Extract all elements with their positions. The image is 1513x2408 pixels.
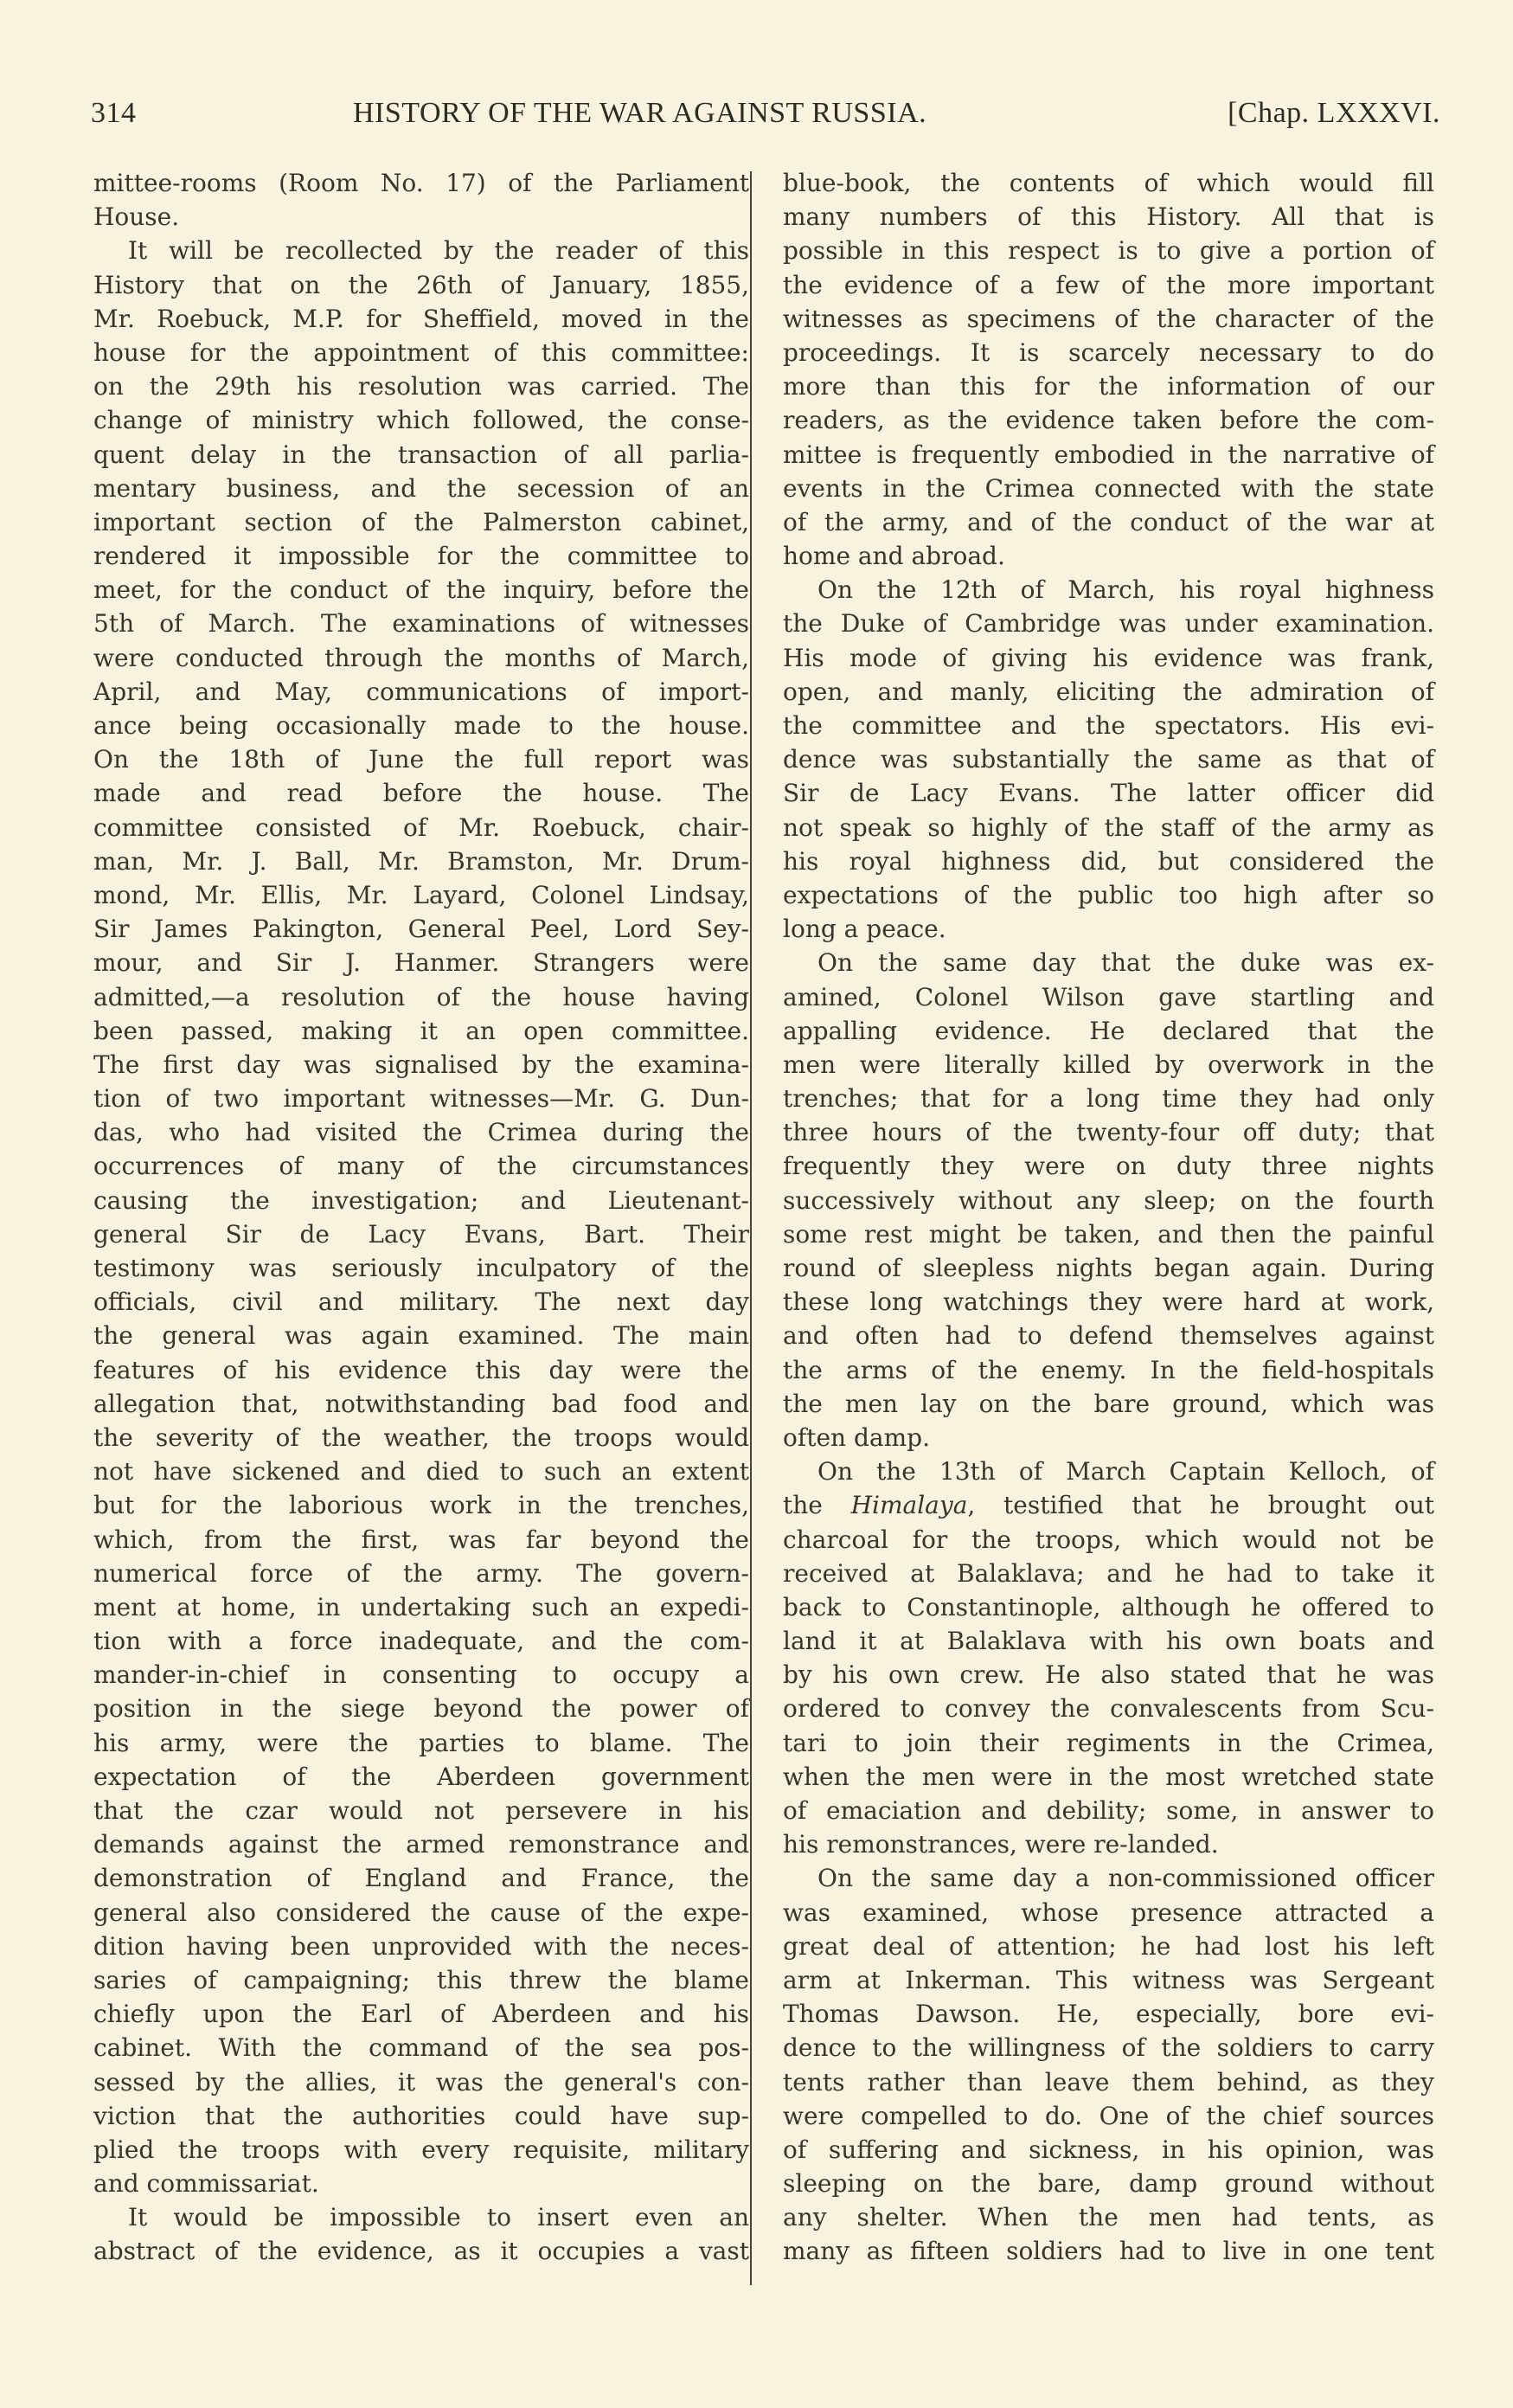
text-line: ance being occasionally made to the house. xyxy=(93,711,749,740)
text-line: the evidence of a few of the more important xyxy=(783,270,1434,299)
text-line: ment at home, in undertaking such an expedi- xyxy=(93,1592,749,1621)
text-line: mittee-rooms (Room No. 17) of the Parliament xyxy=(93,169,749,197)
text-line: long a peace. xyxy=(783,915,946,944)
text-line: when the men were in the most wretched state xyxy=(783,1762,1434,1791)
text-line: back to Constantinople, although he offered to xyxy=(783,1592,1434,1621)
text-line: allegation that, notwithstanding bad food and xyxy=(93,1389,749,1418)
text-line: the Himalaya, testified that he brought out xyxy=(783,1491,1434,1520)
text-line: blue-book, the contents of which would fill xyxy=(783,169,1434,197)
text-line: appalling evidence. He declared that the xyxy=(783,1016,1434,1045)
text-line: dence to the willingness of the soldiers to carry xyxy=(783,2033,1434,2063)
text-line: readers, as the evidence taken before the com- xyxy=(783,406,1434,435)
text-line: many as fifteen soldiers had to live in one tent xyxy=(783,2237,1434,2266)
text-line: chiefly upon the Earl of Aberdeen and his xyxy=(93,2000,749,2029)
text-line: amined, Colonel Wilson gave startling and xyxy=(783,982,1434,1011)
text-line: committee consisted of Mr. Roebuck, chair- xyxy=(93,812,749,842)
text-line: Sir de Lacy Evans. The latter officer did xyxy=(783,779,1434,808)
text-line: general also considered the cause of the expe- xyxy=(93,1898,749,1927)
text-line: viction that the authorities could have sup- xyxy=(93,2101,749,2130)
text-line: by his own crew. He also stated that he was xyxy=(783,1660,1434,1690)
text-line: numerical force of the army. The govern- xyxy=(93,1558,749,1588)
text-line: occurrences of many of the circumstances xyxy=(93,1152,749,1181)
text-line: and often had to defend themselves against xyxy=(783,1321,1434,1351)
left-text-column xyxy=(93,166,749,2269)
text-line: more than this for the information of our xyxy=(783,372,1434,401)
text-line: home and abroad. xyxy=(783,542,1005,571)
column-divider xyxy=(750,171,752,2285)
text-line: men were literally killed by overwork in the xyxy=(783,1050,1434,1079)
text-line: man, Mr. J. Ball, Mr. Bramston, Mr. Drum- xyxy=(93,846,749,876)
text-line: tion with a force inadequate, and the com- xyxy=(93,1627,749,1656)
text-line: these long watchings they were hard at work, xyxy=(783,1287,1434,1317)
italic-ship-name: Himalaya xyxy=(850,1491,968,1520)
text-line: It would be impossible to insert even an xyxy=(128,2203,749,2232)
text-line: charcoal for the troops, which would not be xyxy=(783,1525,1434,1554)
text-line: the arms of the enemy. In the field-hospitals xyxy=(783,1355,1434,1384)
text-line: sessed by the allies, it was the general's con- xyxy=(93,2067,749,2097)
text-line: officials, civil and military. The next day xyxy=(93,1287,749,1317)
text-line: received at Balaklava; and he had to take it xyxy=(783,1558,1434,1588)
text-line: many numbers of this History. All that is xyxy=(783,202,1434,232)
text-line: the committee and the spectators. His evi- xyxy=(783,711,1434,740)
text-line: It will be recollected by the reader of this xyxy=(128,236,749,266)
text-line: rendered it impossible for the committee to xyxy=(93,542,749,571)
text-line: successively without any sleep; on the fourth xyxy=(783,1185,1434,1215)
text-line: open, and manly, eliciting the admiration of xyxy=(783,677,1434,706)
text-line: were conducted through the months of March, xyxy=(93,643,749,672)
text-line: causing the investigation; and Lieutenant- xyxy=(93,1185,749,1215)
running-title: HISTORY OF THE WAR AGAINST RUSSIA. xyxy=(353,97,927,129)
text-line: of suffering and sickness, in his opinion, was xyxy=(783,2135,1434,2164)
text-line: 5th of March. The examinations of witnesses xyxy=(93,609,749,639)
text-line: proceedings. It is scarcely necessary to do xyxy=(783,337,1434,367)
text-line: mour, and Sir J. Hanmer. Strangers were xyxy=(93,948,749,978)
text-line: been passed, making it an open committee. xyxy=(93,1016,749,1045)
text-line: abstract of the evidence, as it occupies a vast xyxy=(93,2237,749,2266)
text-line: change of ministry which followed, the conse- xyxy=(93,406,749,435)
text-line: quent delay in the transaction of all parlia- xyxy=(93,440,749,469)
text-line: sleeping on the bare, damp ground without xyxy=(783,2169,1434,2199)
page-number: 314 xyxy=(91,97,137,129)
text-line: round of sleepless nights began again. During xyxy=(783,1254,1434,1282)
text-line: that the czar would not persevere in his xyxy=(93,1796,749,1825)
text-line: History that on the 26th of January, 1855, xyxy=(93,270,749,299)
text-line: On the 12th of March, his royal highness xyxy=(817,575,1434,605)
text-line: important section of the Palmerston cabinet, xyxy=(93,507,749,536)
chapter-reference: [Chap. LXXXVI. xyxy=(1228,97,1440,129)
text-line: mond, Mr. Ellis, Mr. Layard, Colonel Lindsay, xyxy=(93,880,749,909)
text-line: dition having been unprovided with the neces- xyxy=(93,1931,749,1961)
right-text-column xyxy=(783,166,1434,2269)
text-line: were compelled to do. One of the chief sources xyxy=(783,2101,1434,2130)
text-line: some rest might be taken, and then the painful xyxy=(783,1219,1434,1249)
text-line: features of his evidence this day were the xyxy=(93,1355,749,1384)
text-line: cabinet. With the command of the sea pos- xyxy=(93,2033,749,2063)
text-line: arm at Inkerman. This witness was Sergeant xyxy=(783,1965,1434,1994)
text-line: tari to join their regiments in the Crimea, xyxy=(783,1728,1434,1757)
text-line: the general was again examined. The main xyxy=(93,1321,749,1351)
text-line: das, who had visited the Crimea during the xyxy=(93,1118,749,1147)
text-line: which, from the first, was far beyond the xyxy=(93,1525,749,1554)
text-line: saries of campaigning; this threw the blame xyxy=(93,1965,749,1994)
text-line: of the army, and of the conduct of the war at xyxy=(783,507,1434,536)
text-line: meet, for the conduct of the inquiry, before the xyxy=(93,575,749,605)
text-line: House. xyxy=(93,202,180,232)
text-line: his remonstrances, were re-landed. xyxy=(783,1830,1219,1859)
text-line: mentary business, and the secession of an xyxy=(93,473,749,503)
text-line: any shelter. When the men had tents, as xyxy=(783,2203,1434,2232)
text-line: His mode of giving his evidence was frank, xyxy=(783,643,1434,672)
text-line: position in the siege beyond the power of xyxy=(93,1694,749,1724)
text-line: but for the laborious work in the trenches, xyxy=(93,1491,749,1520)
text-line: not have sickened and died to such an extent xyxy=(93,1457,749,1487)
text-line: trenches; that for a long time they had only xyxy=(783,1084,1434,1114)
text-line: was examined, whose presence attracted a xyxy=(783,1898,1434,1927)
text-line: of emaciation and debility; some, in answer to xyxy=(783,1796,1434,1825)
text-line: On the same day that the duke was ex- xyxy=(817,948,1434,978)
text-line: house for the appointment of this committee: xyxy=(93,337,749,367)
text-line: his army, were the parties to blame. The xyxy=(93,1728,749,1757)
text-line: Thomas Dawson. He, especially, bore evi- xyxy=(783,2000,1434,2029)
text-line: often damp. xyxy=(783,1422,930,1452)
running-header xyxy=(91,97,1440,135)
text-line: on the 29th his resolution was carried. The xyxy=(93,372,749,401)
text-line: general Sir de Lacy Evans, Bart. Their xyxy=(93,1219,749,1249)
text-line: Sir James Pakington, General Peel, Lord Sey- xyxy=(93,915,749,944)
text-line: April, and May, communications of import- xyxy=(93,677,749,706)
text-line: land it at Balaklava with his own boats and xyxy=(783,1627,1434,1656)
text-line: dence was substantially the same as that of xyxy=(783,745,1434,774)
text-line: the Duke of Cambridge was under examination. xyxy=(783,609,1434,639)
text-line: tents rather than leave them behind, as they xyxy=(783,2067,1434,2097)
text-line: his royal highness did, but considered the xyxy=(783,846,1434,876)
text-line: testimony was seriously inculpatory of the xyxy=(93,1254,749,1282)
text-line: Mr. Roebuck, M.P. for Sheffield, moved in the xyxy=(93,304,749,333)
text-line: On the same day a non-commissioned officer xyxy=(817,1864,1434,1893)
text-line: mittee is frequently embodied in the narrative of xyxy=(783,440,1434,469)
text-line: mander-in-chief in consenting to occupy a xyxy=(93,1660,749,1690)
text-line: the men lay on the bare ground, which was xyxy=(783,1389,1434,1418)
text-line: the severity of the weather, the troops would xyxy=(93,1422,749,1452)
text-line: witnesses as specimens of the character of the xyxy=(783,304,1434,333)
text-line: admitted,—a resolution of the house having xyxy=(93,982,749,1011)
text-line: plied the troops with every requisite, military xyxy=(93,2135,749,2164)
text-line: not speak so highly of the staff of the army as xyxy=(783,812,1434,842)
text-line: On the 18th of June the full report was xyxy=(93,745,749,774)
text-line: events in the Crimea connected with the state xyxy=(783,473,1434,503)
text-line: expectation of the Aberdeen government xyxy=(93,1762,749,1791)
text-line: possible in this respect is to give a portion of xyxy=(783,236,1434,266)
text-line: great deal of attention; he had lost his left xyxy=(783,1931,1434,1961)
text-line: made and read before the house. The xyxy=(93,779,749,808)
text-line: three hours of the twenty-four off duty; that xyxy=(783,1118,1434,1147)
text-line: The first day was signalised by the examina- xyxy=(93,1050,749,1079)
text-line: demonstration of England and France, the xyxy=(93,1864,749,1893)
text-line: tion of two important witnesses—Mr. G. Dun- xyxy=(93,1084,749,1114)
text-line: On the 13th of March Captain Kelloch, of xyxy=(817,1457,1434,1487)
text-line: expectations of the public too high after so xyxy=(783,880,1434,909)
text-line: ordered to convey the convalescents from Scu- xyxy=(783,1694,1434,1724)
text-line: and commissariat. xyxy=(93,2169,319,2199)
text-line: demands against the armed remonstrance and xyxy=(93,1830,749,1859)
text-line: frequently they were on duty three nights xyxy=(783,1152,1434,1181)
